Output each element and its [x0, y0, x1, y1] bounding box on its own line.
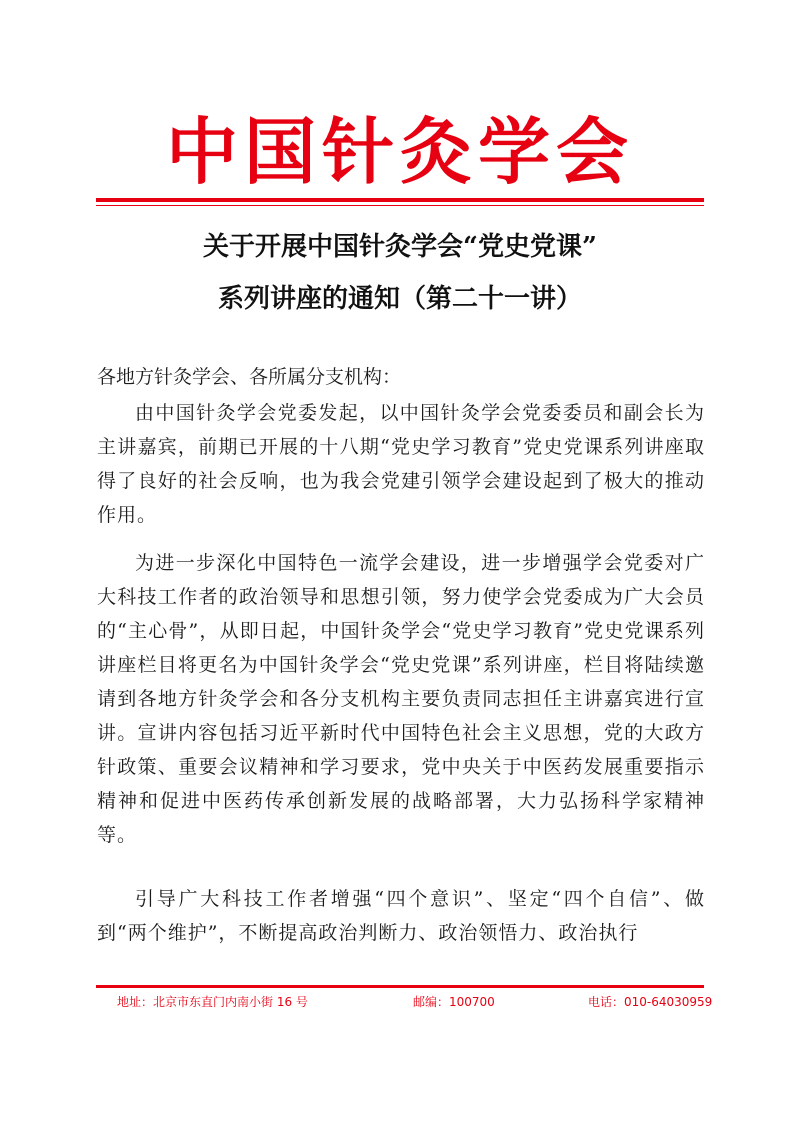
footer-postcode: 邮编：100700 — [413, 995, 495, 1009]
notice-title-line-1: 关于开展中国针灸学会“党史党课” — [203, 232, 597, 262]
body-paragraph-2: 为进一步深化中国特色一流学会建设，进一步增强学会党委对广大科技工作者的政治领导和思想引领，努力使学会党委成为广大会员的“主心骨”，从即日起，中国针灸学会“党史学习教育”党史党课系列讲座栏目将更名为中国针灸学会“党史党课”系列讲座，栏目将陆续邀请到各地方针灸学会和各分支机构主要负责同志担任主讲嘉宾进行宣讲。宣讲内容包括习近平新时代中国特色社会主义思想，党的大政方针政策、重要会议精神和学习要求，党中央关于中医药发展重要指示精神和促进中医药传承创新发展的战略部署，大力弘扬科学家精神等。 — [97, 552, 705, 846]
body-paragraph-3: 引导广大科技工作者增强“四个意识”、坚定“四个自信”、做到“两个维护”，不断提高政治判断力、政治领悟力、政治执行 — [97, 888, 705, 944]
organization-masthead: 中国针灸学会 — [165, 110, 634, 194]
footer-address: 地址：北京市东直门内南小街 16 号 — [117, 995, 308, 1009]
header-divider-thin — [96, 205, 704, 206]
header-divider-thick — [96, 198, 704, 202]
body-paragraph-1: 由中国针灸学会党委发起，以中国针灸学会党委委员和副会长为主讲嘉宾，前期已开展的十八期“党史学习教育”党史党课系列讲座取得了良好的社会反响，也为我会党建引领学会建设起到了极大的推动作用。 — [97, 402, 705, 526]
footer-divider — [96, 985, 704, 988]
footer-phone: 电话：010-64030959 — [588, 995, 713, 1009]
salutation: 各地方针灸学会、各所属分支机构： — [97, 366, 402, 388]
notice-title-line-2: 系列讲座的通知（第二十一讲） — [217, 284, 582, 314]
